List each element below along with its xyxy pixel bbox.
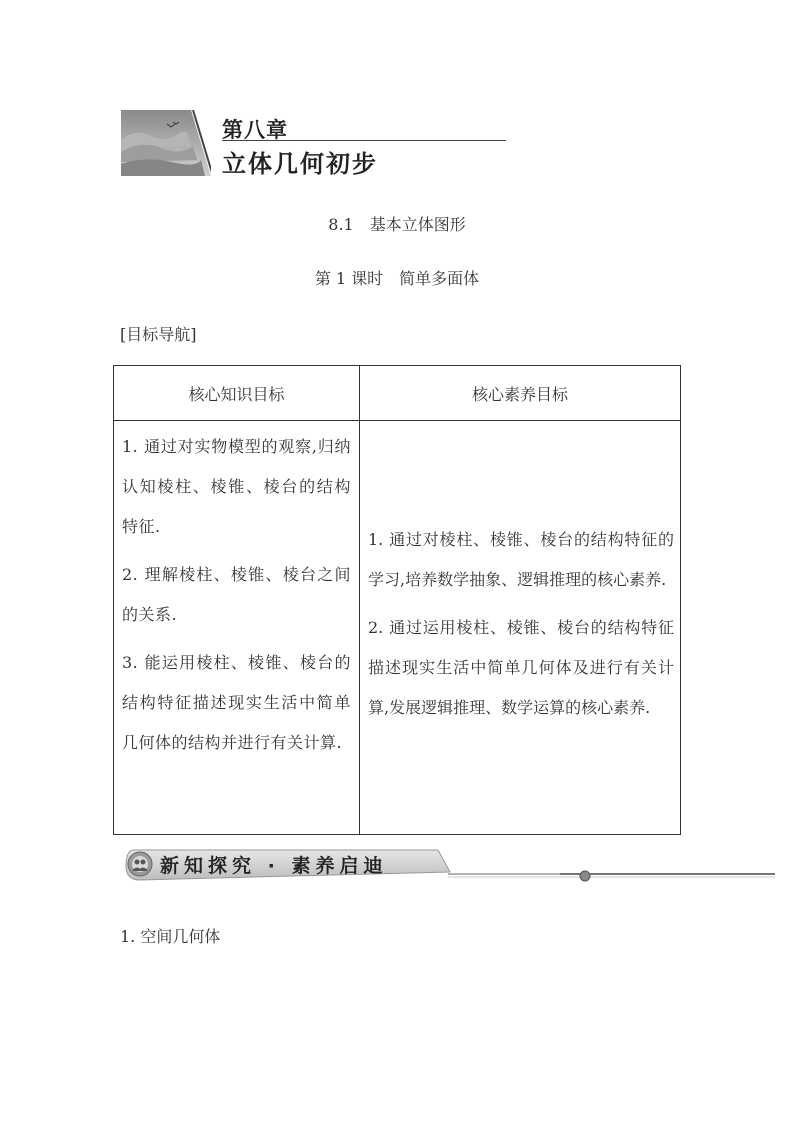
subheading: 1. 空间几何体 [120, 927, 221, 946]
literacy-goals-cell [360, 421, 681, 835]
section-title: 8.1 基本立体图形 [328, 215, 466, 234]
people-icon [131, 857, 149, 871]
table-row [114, 421, 681, 835]
chapter-title: 立体几何初步 [222, 150, 378, 178]
literacy-goal-item: 1. 通过对棱柱、棱锥、棱台的结构特征的学习,培养数学抽象、逻辑推理的核心素养. [368, 529, 674, 589]
chapter-header-landscape-image [121, 110, 211, 176]
goals-table [113, 365, 681, 835]
goal-navigation-label: [目标导航] [120, 325, 197, 344]
knowledge-goals-cell [114, 421, 360, 835]
knowledge-goal-item: 1. 通过对实物模型的观察,归纳认知棱柱、棱锥、棱台的结构特征. [122, 437, 351, 536]
knowledge-goal-item: 2. 理解棱柱、棱锥、棱台之间的关系. [122, 565, 351, 624]
table-header-row [114, 366, 681, 421]
header-literacy-goals: 核心素养目标 [360, 366, 681, 421]
knowledge-goal-item: 3. 能运用棱柱、棱锥、棱台的结构特征描述现实生活中简单几何体的结构并进行有关计算. [122, 653, 351, 752]
literacy-goal-item: 2. 通过运用棱柱、棱锥、棱台的结构特征描述现实生活中简单几何体及进行有关计算,发展逻辑推理、数学运算的核心素养. [368, 617, 674, 717]
lesson-title: 第 1 课时 简单多面体 [314, 269, 480, 288]
chapter-label: 第八章 [222, 118, 288, 142]
header-knowledge-goals: 核心知识目标 [114, 366, 360, 421]
section-banner-title: 新知探究 · 素养启迪 [160, 855, 388, 877]
